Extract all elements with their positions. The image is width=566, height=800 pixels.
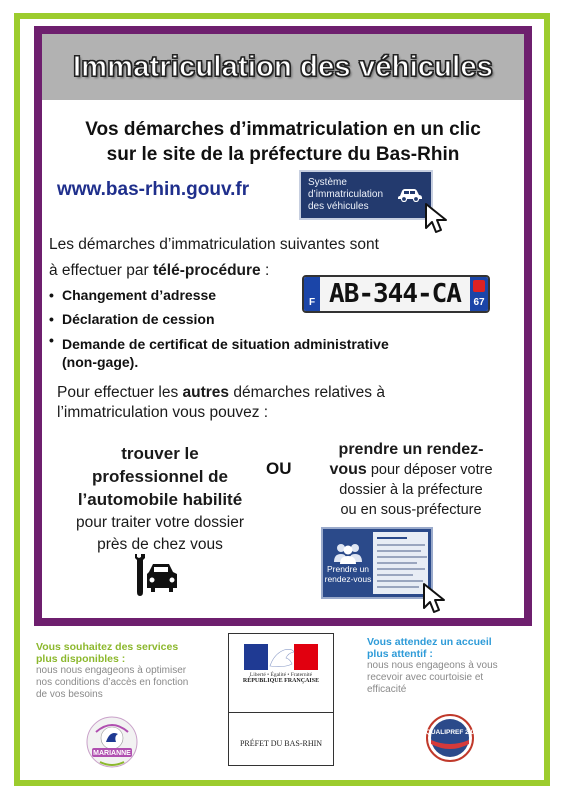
people-group-icon: [332, 542, 364, 564]
option-appointment: [311, 440, 511, 520]
doc-line: [377, 574, 413, 576]
cursor-arrow-icon: [422, 582, 448, 614]
footer-reception-body-1: nous nous engageons à vous: [367, 660, 498, 671]
plate-country: F: [308, 297, 316, 308]
cursor-arrow-icon: [424, 202, 450, 234]
option-appointment-line-2-bold: vous: [329, 461, 367, 478]
marianne-badge-label: MARIANNE: [93, 750, 131, 757]
intro-line-1: Les démarches d’immatriculation suivantes sont: [49, 236, 379, 253]
option-professional-line-5: près de chez vous: [97, 536, 223, 553]
siv-button-line-1: Système: [308, 177, 347, 188]
doc-line: [377, 562, 417, 564]
headline: [42, 117, 524, 167]
appointment-card-line-2: rendez-vous: [324, 574, 372, 584]
republic-logo: [229, 644, 333, 713]
plate-number: AB-344-CA: [329, 279, 461, 309]
footer-reception: [367, 636, 527, 696]
siv-button-line-2: d’immatriculation: [308, 189, 384, 200]
department-crest-icon: [473, 280, 485, 292]
list-item-certificate-line-2: (non-gage).: [62, 354, 139, 370]
title-bar: [42, 34, 524, 100]
intro-line-2-prefix: à effectuer par: [49, 262, 153, 279]
plate-department: 67: [473, 297, 485, 308]
headline-line-1: Vos démarches d’immatriculation en un clic: [85, 119, 481, 140]
footer-reception-head-2: plus attentif :: [367, 648, 433, 660]
footer-reception-body-3: efficacité: [367, 684, 407, 695]
footer-reception-body-2: recevoir avec courtoisie et: [367, 672, 484, 683]
siv-button-line-3: des véhicules: [308, 201, 369, 212]
prefect-label: PRÉFET DU BAS-RHIN: [239, 739, 323, 748]
or-label: OU: [266, 459, 292, 478]
appointment-card[interactable]: [321, 527, 433, 599]
appointment-card-left: [323, 529, 373, 597]
plate-eu-band: [304, 277, 320, 311]
option-professional: [52, 443, 268, 556]
list-item-cession: • Déclaration de cession: [49, 307, 469, 331]
others-suffix: démarches relatives à: [229, 384, 385, 401]
option-appointment-line-4: ou en sous-préfecture: [340, 502, 482, 518]
option-professional-line-1: trouver le: [121, 444, 199, 463]
option-appointment-line-2: pour déposer votre: [366, 462, 493, 478]
siv-button[interactable]: [299, 170, 433, 220]
option-professional-line-2: professionnel de: [91, 467, 229, 486]
appointment-document-preview: [373, 532, 428, 594]
others-line-2: l’immatriculation vous pouvez :: [57, 404, 269, 421]
other-procedures-text: [57, 383, 487, 423]
others-prefix: Pour effectuer les: [57, 384, 183, 401]
plate-department-band: [470, 277, 488, 311]
list-item-address: • Changement d’adresse: [49, 283, 469, 307]
others-bold: autres: [182, 384, 230, 401]
doc-line: [377, 544, 425, 546]
marianne-badge-icon: [82, 714, 142, 770]
doc-line: [377, 586, 419, 588]
qualipref-badge-label: QUALIPREF 2.0: [425, 729, 475, 736]
intro-line-2-suffix: :: [260, 262, 270, 279]
mechanic-car-icon: [131, 552, 179, 600]
option-appointment-line-1: prendre un rendez-: [338, 441, 484, 458]
list-item-certificate: [49, 331, 469, 371]
list-item-certificate-line-1: Demande de certificat de situation administrative: [62, 336, 389, 352]
footer-reception-head-1: Vous attendez un accueil: [367, 636, 492, 648]
qualipref-badge-icon: [425, 710, 475, 766]
republic-name: RÉPUBLIQUE FRANÇAISE: [242, 678, 320, 684]
appointment-card-line-1: Prendre un: [326, 564, 370, 574]
footer-services: [36, 641, 226, 701]
republic-motto: Liberté • Égalité • Fraternité: [249, 672, 313, 678]
doc-line: [377, 568, 425, 570]
license-plate: [302, 275, 490, 313]
footer-services-body-2: nos conditions d’accès en fonction: [36, 677, 189, 688]
footer-services-head-2: plus disponibles :: [36, 653, 126, 665]
website-link[interactable]: www.bas-rhin.gouv.fr: [57, 179, 250, 200]
prefecture-logo: [228, 633, 334, 766]
doc-line: [377, 556, 427, 558]
intro-line-2-bold: télé-procédure: [152, 262, 261, 279]
option-appointment-line-3: dossier à la préfecture: [339, 482, 483, 498]
headline-line-2: sur le site de la préfecture du Bas-Rhin: [106, 144, 460, 165]
footer-services-body-1: nous nous engageons à optimiser: [36, 665, 187, 676]
footer-services-head-1: Vous souhaitez des services: [36, 641, 179, 653]
footer-services-body-3: de vos besoins: [36, 689, 103, 700]
page-title: Immatriculation des véhicules: [73, 50, 493, 83]
doc-line: [377, 580, 423, 582]
car-icon: [397, 186, 423, 202]
option-professional-line-4: pour traiter votre dossier: [76, 514, 244, 531]
marianne-flag-icon: [244, 644, 318, 670]
others-line-1: [57, 383, 487, 403]
doc-line: [377, 550, 421, 552]
doc-line: [377, 537, 407, 539]
option-professional-line-3: l’automobile habilité: [77, 490, 243, 509]
